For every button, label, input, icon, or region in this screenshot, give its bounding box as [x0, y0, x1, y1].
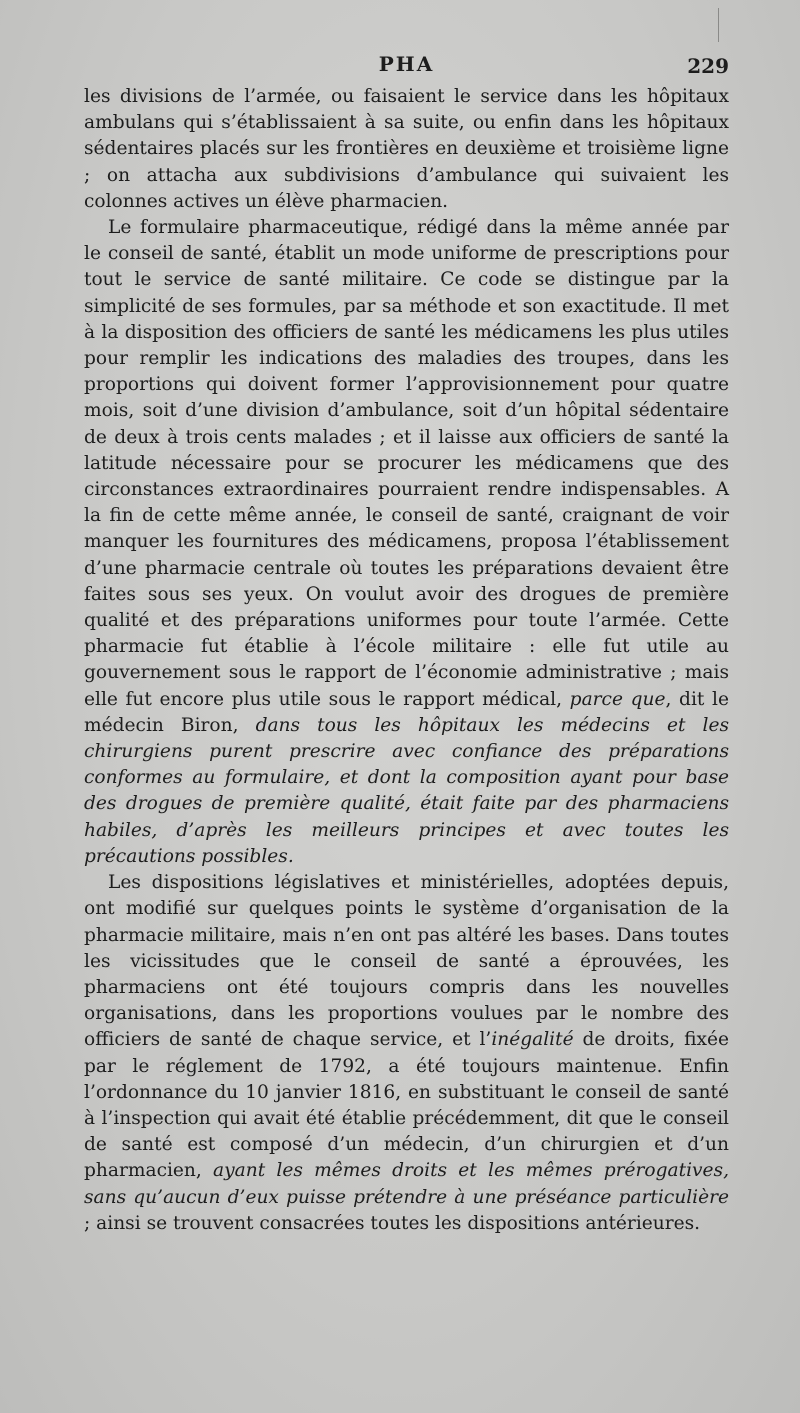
text-run: , dit le médecin Biron, — [84, 688, 729, 736]
italic-text: ayant les mêmes droits et les mêmes prérogatives, sans qu’aucun d’eux puisse prétendre à une préséance particulière — [84, 1160, 729, 1208]
italic-text: parce que — [569, 688, 666, 710]
text-run: Le formulaire pharmaceutique, rédigé dans la même année par le conseil de santé, établit un mode uniforme de prescriptions pour tout le service de santé militaire. Ce code se distingue par la simplicité de ses formules, par sa méthode et son exactitude. Il met à la disposition des officiers de santé les médicamens les plus utiles pour remplir les indications des maladies des troupes, dans les proportions qui doivent former l’approvisionnement pour quatre mois, soit d’une division d’ambulance, soit d’un hôpital sédentaire de deux à trois cents malades ; et il laisse aux officiers de santé la latitude nécessaire pour se procurer les médicamens que des circonstances extraordinaires pourraient rendre indispensables. A la fin de cette même année, le conseil de santé, craignant de voir manquer les fournitures des médicamens, proposa l’établissement d’une pharmacie centrale où toutes les préparations devaient être faites sous ses yeux. On voulut avoir des drogues de première qualité et des préparations uniformes pour toute l’armée. Cette pharmacie fut établie à l’école militaire : elle fut utile au gouvernement sous le rapport de l’économie administrative ; mais elle fut encore plus utile sous le rapport médical, — [84, 217, 729, 710]
paragraph — [84, 215, 729, 870]
running-head: PHA — [378, 52, 435, 76]
italic-text: inégalité — [491, 1029, 574, 1051]
paragraph — [84, 870, 729, 1237]
page-number: 229 — [687, 54, 729, 78]
paper-scratch — [718, 8, 719, 42]
text-run: de droits, fixée par le réglement de 1792, a été toujours maintenue. Enfin l’ordonnance du 10 janvier 1816, en substituant le conseil de santé à l’inspection qui avait été établie précédemment, dit que le conseil de santé est composé d’un médecin, d’un chirurgien et d’un pharmacien, — [84, 1029, 729, 1182]
italic-text: dans tous les hôpitaux les médecins et les chirurgiens purent prescrire avec confiance des préparations conformes au formulaire, et dont la composition ayant pour base des drogues de première qualité, était faite par des pharmaciens habiles, d’après les meilleurs principes et avec toutes les précautions possibles. — [84, 714, 729, 867]
paragraph — [84, 84, 729, 215]
page-header — [84, 52, 729, 84]
text-run: ; ainsi se trouvent consacrées toutes les dispositions antérieures. — [84, 1212, 701, 1234]
text-run: les divisions de l’armée, ou faisaient le service dans les hôpitaux ambulans qui s’établissaient à sa suite, ou enfin dans les hôpitaux sédentaires placés sur les frontières en deuxième et troisième ligne ; on attacha aux subdivisions d’ambulance qui suivaient les colonnes actives un élève pharmacien. — [84, 86, 729, 212]
text-run: Les dispositions législatives et ministérielles, adoptées depuis, ont modifié sur quelques points le système d’organisation de la pharmacie militaire, mais n’en ont pas altéré les bases. Dans toutes les vicissitudes que le conseil de santé a éprouvées, les pharmaciens ont été toujours compris dans les nouvelles organisations, dans les proportions voulues par le nombre des officiers de santé de chaque service, et l’ — [84, 872, 729, 1051]
body-text — [84, 84, 729, 1237]
